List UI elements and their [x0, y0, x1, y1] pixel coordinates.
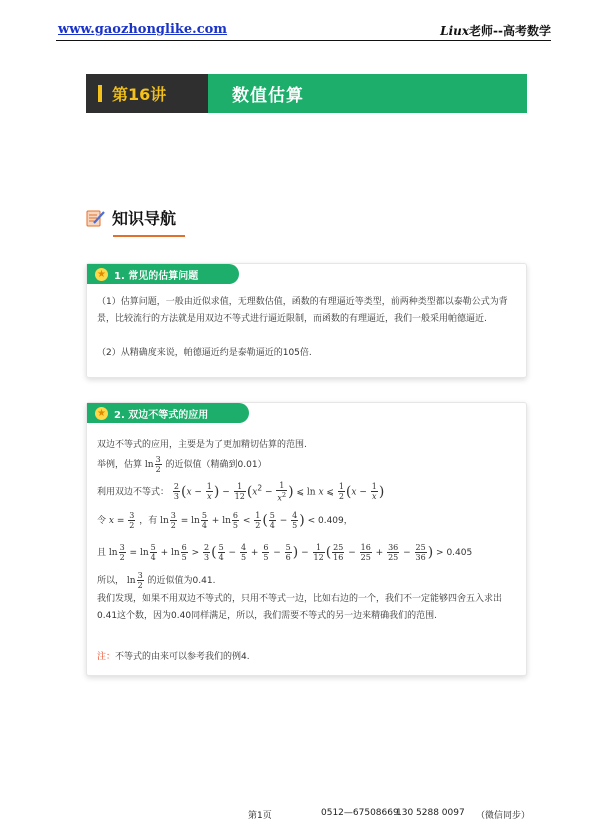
header-divider — [56, 40, 551, 41]
notepad-pencil-icon — [86, 209, 106, 227]
so-suffix: 的近似值为0.41. — [147, 576, 216, 586]
wechat-note: （微信同步） — [476, 811, 531, 821]
star-icon: ★ — [95, 407, 108, 420]
author-suffix: 老师--高考数学 — [469, 24, 551, 38]
have-word: ，有 — [139, 516, 158, 526]
site-link[interactable]: www.gaozhonglike.com — [58, 22, 228, 37]
inequality-label: 利用双边不等式： — [97, 487, 170, 498]
discovery-paragraph: 我们发现，如果不用双边不等式的，只用不等式一边，比如右边的一个，我们不一定能够四舍五入求出0.41这个数，因为0.40同样满足，所以，我们需要不等式的另一边来精确我们的范围. — [97, 594, 503, 621]
section-estimation-problems — [86, 263, 527, 378]
lecture-title: 数值估算 — [232, 86, 304, 106]
lower-bound-line: 且 ln $\frac{3}{2}$ = ln $\frac{5}{4}$ + ln $\frac{6}{5}$ > $\frac{2}{3}$ ( $\frac{5}{4}$ − $\frac{4}{5}$ + $\frac{6}{5}$ − $\frac{5}{6}$ ) − $\frac{1}{12}$ ( $\frac{25}{16}$ − $\frac{16}{25}$ + $\frac{36}{25}$ − $\frac{25}{36}$ ) > 0.405 — [97, 543, 473, 562]
page-number: 第1页 — [248, 811, 272, 821]
value-0405: > 0.405 — [436, 548, 473, 558]
example-line: 举例，估算 ln $\frac{3}{2}$ 的近似值（精确到0.01） — [97, 455, 267, 474]
let-prefix: 令 — [97, 516, 107, 526]
and-prefix: 且 — [97, 548, 107, 558]
author-prefix: Liux — [440, 24, 470, 38]
section1-heading: 1. 常见的估算问题 — [114, 270, 199, 282]
knowledge-nav-heading — [86, 206, 176, 229]
section-two-sided-inequality — [86, 402, 527, 676]
lecture-banner — [86, 74, 527, 113]
note-text: 不等式的由来可以参考我们的例4. — [115, 652, 250, 662]
example-prefix: 举例，估算 — [97, 460, 143, 470]
nav-underline — [113, 235, 185, 237]
star-icon: ★ — [95, 268, 108, 281]
section1-tab — [87, 264, 239, 284]
fraction-3-2: $\frac{3}{2}$ — [155, 455, 161, 474]
example-suffix: 的近似值（精确到0.01） — [165, 460, 267, 470]
banner-accent-bar — [98, 85, 102, 102]
phone-mobile: 130 5288 0097 — [396, 808, 465, 818]
author-header — [440, 22, 551, 39]
section1-paragraph-1: （1）估算问题，一般由近似求值，无理数估值，函数的有理逼近等类型，前两种类型都以泰勒公式为背景，比较流行的方法就是用双边不等式进行逼近限制，而函数的有理逼近，我们一般采用帕德逼近. — [97, 297, 508, 324]
note-label: 注： — [97, 652, 116, 662]
note-line — [97, 649, 250, 662]
knowledge-nav-title: 知识导航 — [112, 209, 177, 228]
conclusion-line: 所以， ln $\frac{3}{2}$ 的近似值为0.41. — [97, 571, 216, 590]
section2-heading: 2. 双边不等式的应用 — [114, 409, 209, 421]
value-0409: < 0.409 — [307, 516, 344, 526]
lecture-title-block — [208, 74, 527, 113]
lecture-number: 第16讲 — [112, 85, 167, 104]
phone-landline: 0512—67508669 — [321, 808, 399, 818]
lecture-number-block — [86, 74, 208, 113]
section2-intro: 双边不等式的应用，主要是为了更加精切估算的范围. — [97, 440, 307, 450]
substitution-line: 令 x = $\frac{3}{2}$ ，有 ln $\frac{3}{2}$ = ln $\frac{5}{4}$ + ln $\frac{6}{5}$ < $\frac{1}{2}$ ( $\frac{5}{4}$ − $\frac{4}{5}$ ) < 0.409， — [97, 511, 353, 530]
section1-paragraph-2: （2）从精确度来说，帕德逼近约是泰勒逼近的105倍. — [97, 348, 312, 358]
section2-tab — [87, 403, 249, 423]
so-prefix: 所以， — [97, 576, 125, 586]
inequality-line: 利用双边不等式： $\frac{2}{3}$ (x − $\frac{1}{x}$ ) − $\frac{1}{12}$ ($x^2$ − $\frac{1}{x^2}$ ) ⩽ ln x ⩽ $\frac{1}{2}$ (x − $\frac{1}{x}$ ) — [97, 481, 385, 503]
